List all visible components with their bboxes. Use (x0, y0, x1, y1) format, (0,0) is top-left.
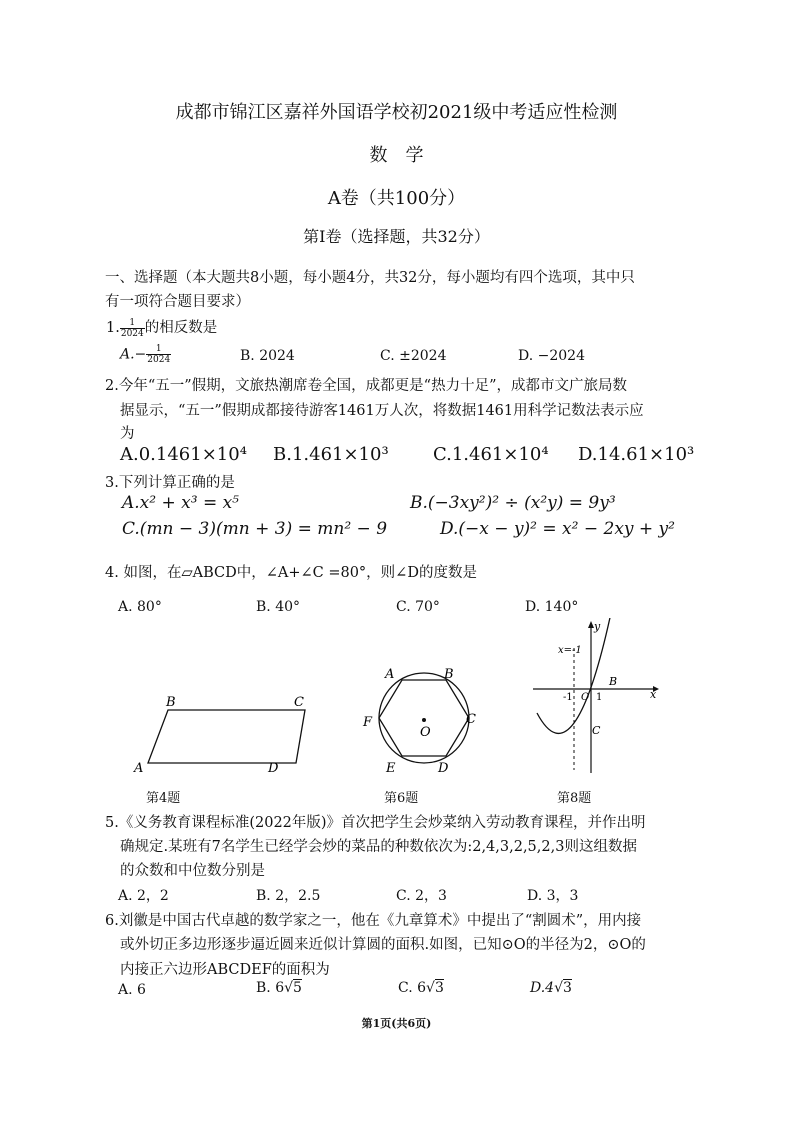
fig8-label-o: O (581, 692, 590, 703)
fig4-label-a: A (134, 761, 144, 776)
volume-title: A卷（共100分） (327, 188, 466, 209)
q4-option-d: D. 140° (525, 599, 579, 615)
fig4-label-d: D (268, 761, 279, 776)
figure-4-parallelogram (130, 690, 320, 800)
fig8-label-neg1: -1 (563, 692, 573, 703)
q1-frac-num: 1 (120, 318, 145, 329)
question-6-line3: 内接正六边形ABCDEF的面积为 (120, 962, 330, 978)
fig6-label-a: A (385, 667, 395, 682)
question-5-line2: 确规定.某班有7名学生已经学会炒的菜品的种数依次为:2,4,3,2,5,2,3则这组数据 (120, 839, 637, 855)
fig8-label-c: C (592, 724, 601, 737)
question-4-stem: 4. 如图，在▱ABCD中，∠A+∠C =80°，则∠D的度数是 (105, 565, 477, 581)
question-5-line3: 的众数和中位数分别是 (120, 863, 265, 879)
fig4-label-c: C (294, 695, 304, 710)
q6-option-d (530, 980, 572, 996)
instructions-line2: 有一项符合题目要求） (105, 294, 250, 310)
question-1-stem (106, 316, 217, 339)
q1-frac-den: 2024 (120, 328, 144, 339)
fig6-label-o: O (420, 725, 431, 740)
parallelogram-shape (148, 710, 305, 763)
radical-sign-icon: √ (554, 980, 564, 996)
figure-6-hexagon (355, 660, 485, 782)
page-footer: 第1页(共6页) (361, 1017, 432, 1030)
question-3-stem: 3.下列计算正确的是 (105, 475, 235, 491)
q6-optc-prefix: C. 6 (398, 980, 427, 996)
q1-opta-prefix: A.− (120, 346, 147, 363)
question-5-line1: 5.《义务教育课程标准(2022年版)》首次把学生会炒菜纳入劳动教育课程，并作出明 (105, 815, 646, 831)
q1-option-a (120, 344, 171, 365)
fig6-label-f: F (363, 715, 373, 730)
radical-sign-icon: √ (284, 980, 294, 996)
fig4-label-b: B (166, 695, 176, 710)
fig8-label-1: 1 (596, 692, 603, 703)
q6-optb-prefix: B. 6 (256, 980, 285, 996)
q1-fraction (120, 318, 145, 339)
q6-option-b (256, 980, 302, 996)
q6-optb-radicand: 5 (293, 980, 302, 996)
q1-opta-num: 1 (146, 344, 171, 355)
q6-option-a: A. 6 (118, 982, 146, 998)
q1-opta-fraction (146, 344, 171, 365)
q3-option-d: D.(−x − y)² = x² − 2xy + y² (440, 519, 675, 539)
q6-option-c (398, 980, 444, 996)
q3-option-a: A.x² + x³ = x⁵ (122, 493, 239, 513)
fig8-label-y: y (594, 620, 601, 633)
radical-sign-icon: √ (426, 980, 435, 996)
q1-option-d: D. −2024 (518, 348, 585, 364)
q4-option-a: A. 80° (118, 599, 162, 615)
question-2-line1: 2.今年“五一”假期，文旅热潮席卷全国，成都更是“热力十足”，成都市文广旅局数 (105, 378, 627, 394)
figure-8-caption: 第8题 (557, 791, 592, 806)
question-2-line3: 为 (120, 426, 135, 442)
subject-title: 数 学 (369, 145, 424, 166)
q1-option-b: B. 2024 (240, 348, 295, 364)
figure-4-caption: 第4题 (146, 791, 181, 806)
q6-optd-radicand: 3 (563, 980, 572, 996)
q2-option-b: B.1.461×10³ (273, 444, 389, 465)
q3-option-c: C.(mn − 3)(mn + 3) = mn² − 9 (122, 519, 388, 539)
fig6-label-b: B (444, 667, 454, 682)
q5-option-a: A. 2，2 (118, 888, 169, 904)
fig8-label-x: x (650, 688, 657, 701)
q5-option-d: D. 3，3 (527, 888, 579, 904)
q6-optd-prefix: D.4 (530, 980, 555, 996)
q3-option-b: B.(−3xy²)² ÷ (x²y) = 9y³ (410, 493, 616, 513)
question-6-line2: 或外切正多边形逐步逼近圆来近似计算圆的面积.如图，已知⊙O的半径为2，⊙O的 (120, 937, 646, 953)
q2-option-a: A.0.1461×10⁴ (120, 444, 247, 465)
center-point (422, 718, 426, 722)
q1-opta-den: 2024 (147, 355, 171, 365)
q1-prefix: 1. (106, 320, 120, 336)
fig6-label-d: D (438, 761, 449, 776)
q5-option-c: C. 2，3 (396, 888, 447, 904)
q2-option-c: C.1.461×10⁴ (433, 444, 549, 465)
section-title: 第Ⅰ卷（选择题，共32分） (303, 227, 490, 246)
question-2-line2: 据显示，“五一”假期成都接待游客1461万人次，将数据1461用科学记数法表示应 (120, 403, 644, 419)
figure-6-caption: 第6题 (384, 791, 419, 806)
q5-option-b: B. 2，2.5 (256, 888, 321, 904)
exam-title: 成都市锦江区嘉祥外国语学校初2021级中考适应性检测 (175, 102, 618, 123)
fig6-label-c: C (466, 712, 476, 727)
q2-option-d: D.14.61×10³ (578, 444, 695, 465)
q1-text: 的相反数是 (144, 320, 218, 336)
figure-8-parabola (525, 618, 665, 778)
q1-option-c: C. ±2024 (380, 348, 447, 364)
fig8-label-axis: x=-1 (558, 645, 582, 656)
q4-option-c: C. 70° (396, 599, 440, 615)
q6-optc-radicand: 3 (434, 980, 444, 996)
fig8-label-b: B (609, 675, 618, 688)
q4-option-b: B. 40° (256, 599, 301, 615)
fig6-label-e: E (386, 761, 396, 776)
question-6-line1: 6.刘徽是中国古代卓越的数学家之一，他在《九章算术》中提出了“割圆术”，用内接 (105, 913, 642, 929)
instructions-line1: 一、选择题（本大题共8小题，每小题4分，共32分，每小题均有四个选项，其中只 (105, 270, 635, 286)
